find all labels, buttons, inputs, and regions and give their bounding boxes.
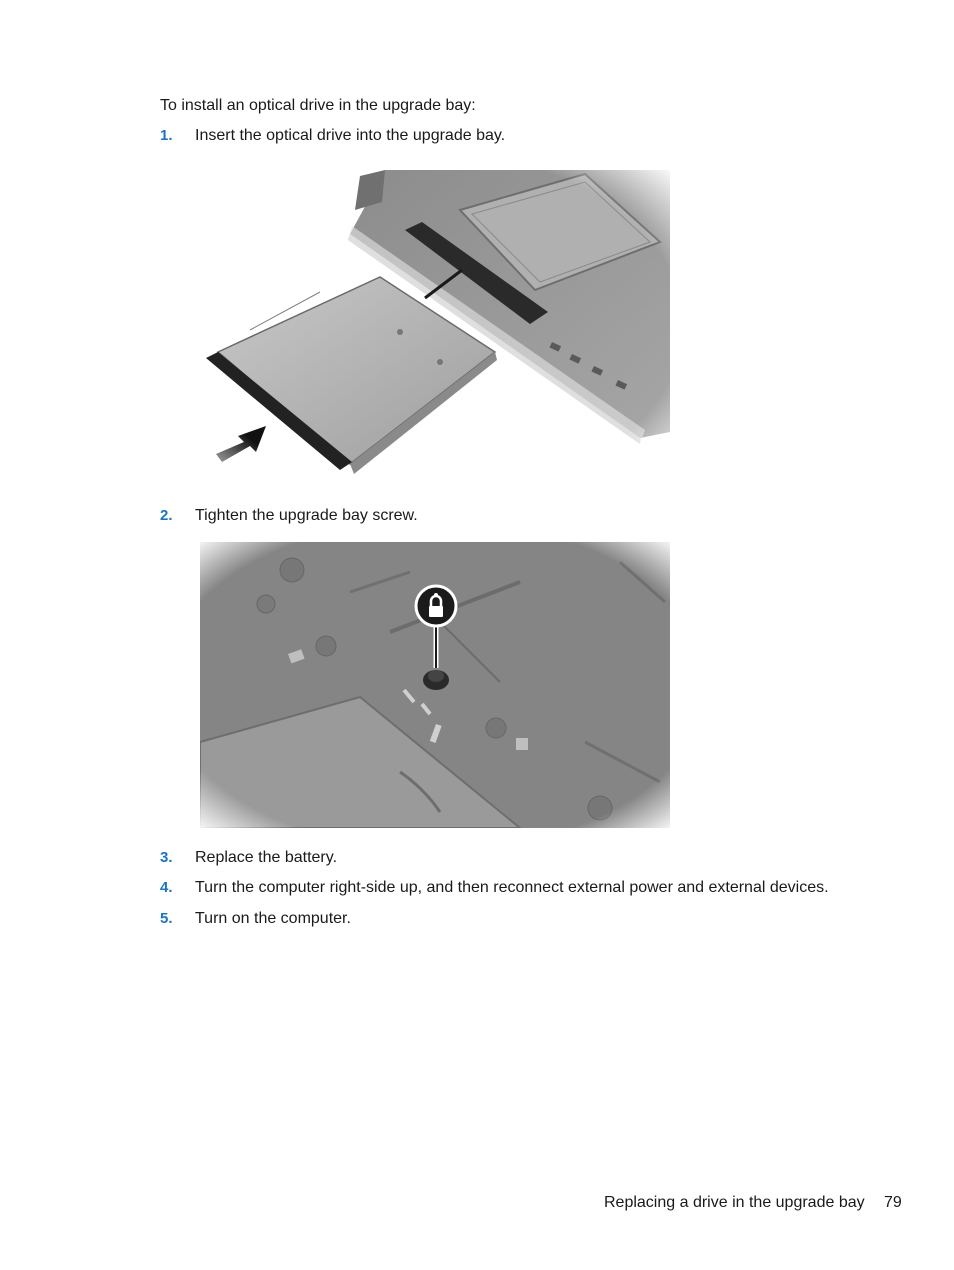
step-4-text: Turn the computer right-side up, and then reconnect external power and external devices.: [195, 879, 829, 896]
step-1-text: Insert the optical drive into the upgrade bay.: [195, 127, 506, 144]
footer-section-title: Replacing a drive in the upgrade bay: [604, 1194, 865, 1211]
step-5-text: Turn on the computer.: [195, 910, 351, 927]
step-4-number: 4.: [160, 879, 173, 896]
upgrade-bay-screw-figure: [200, 542, 670, 828]
page-number: 79: [884, 1194, 902, 1211]
intro-text: To install an optical drive in the upgrade bay:: [160, 97, 476, 114]
step-3-text: Replace the battery.: [195, 849, 338, 866]
step-1-number: 1.: [160, 127, 173, 144]
optical-drive-insertion-figure: [200, 162, 670, 488]
step-2-text: Tighten the upgrade bay screw.: [195, 507, 418, 524]
step-2-number: 2.: [160, 507, 173, 524]
step-3-number: 3.: [160, 849, 173, 866]
step-5-number: 5.: [160, 910, 173, 927]
